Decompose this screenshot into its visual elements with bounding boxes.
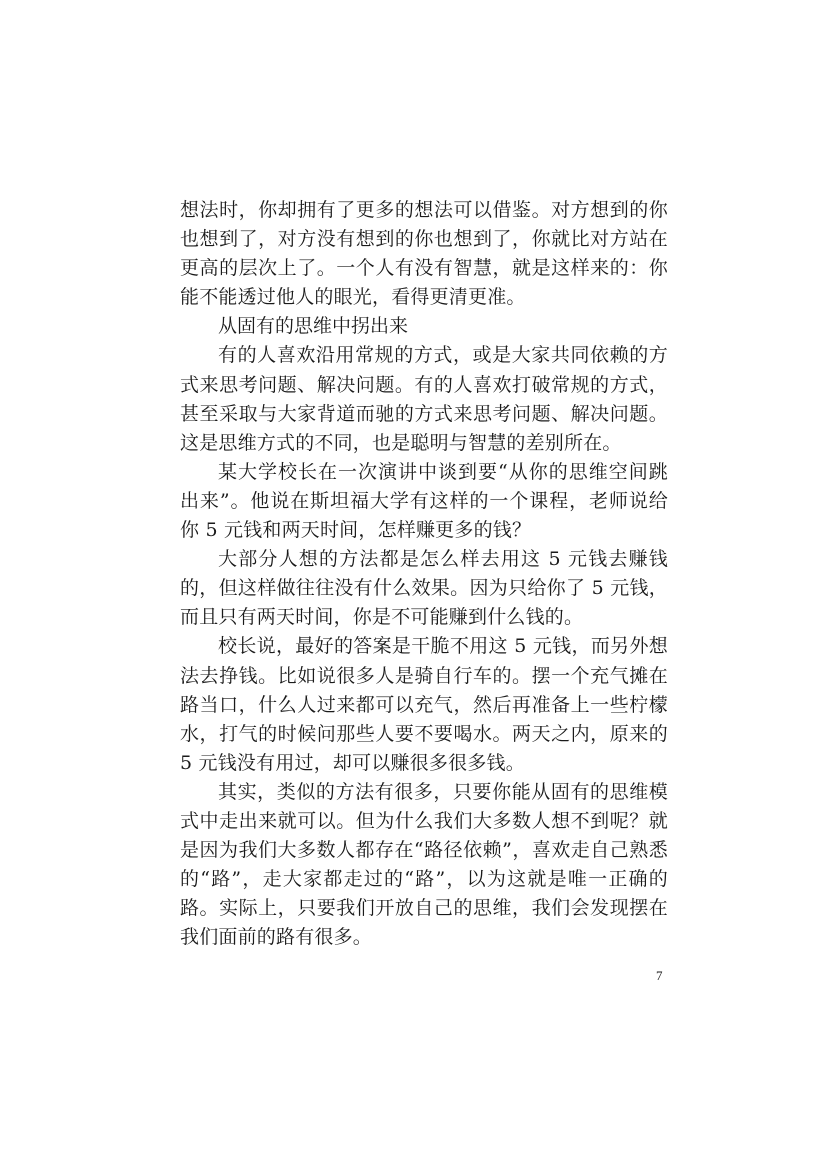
paragraph-path-dependence: 其实，类似的方法有很多，只要你能从固有的思维模式中走出来就可以。但为什么我们大多数人想不到呢？就是因为我们大多数人都存在“路径依赖”，喜欢走自己熟悉的“路”，走大家都走过的“路”，以为这就是唯一正确的路。实际上，只要我们开放自己的思维，我们会发现摆在我们面前的路有很多。 [180,780,668,949]
paragraph-thinking-styles: 有的人喜欢沿用常规的方式，或是大家共同依赖的方式来思考问题、解决问题。有的人喜欢打破常规的方式，甚至采取与大家背道而驰的方式来思考问题、解决问题。这是思维方式的不同，也是聪明与智慧的差别所在。 [180,344,668,454]
body-text [180,196,668,952]
paragraph-continuation: 想法时，你却拥有了更多的想法可以借鉴。对方想到的你也想到了，对方没有想到的你也想到了，你就比对方站在更高的层次上了。一个人有没有智慧，就是这样来的：你能不能透过他人的眼光，看得更清更准。 [180,199,668,309]
page-number: 7 [656,968,663,983]
paragraph-principal-speech: 某大学校长在一次演讲中谈到要“从你的思维空间跳出来”。他说在斯坦福大学有这样的一个课程，老师说给你 5 元钱和两天时间，怎样赚更多的钱？ [180,460,668,542]
paragraph-best-answer: 校长说，最好的答案是干脆不用这 5 元钱，而另外想法去挣钱。比如说很多人是骑自行车的。摆一个充气摊在路当口，什么人过来都可以充气，然后再准备上一些柠檬水，打气的时候问那些人要不要喝水。两天之内，原来的 5 元钱没有用过，却可以赚很多很多钱。 [180,635,668,774]
paragraph-common-approach: 大部分人想的方法都是怎么样去用这 5 元钱去赚钱的，但这样做往往没有什么效果。因为只给你了 5 元钱，而且只有两天时间，你是不可能赚到什么钱的。 [180,548,668,629]
section-heading: 从固有的思维中拐出来 [218,315,409,338]
